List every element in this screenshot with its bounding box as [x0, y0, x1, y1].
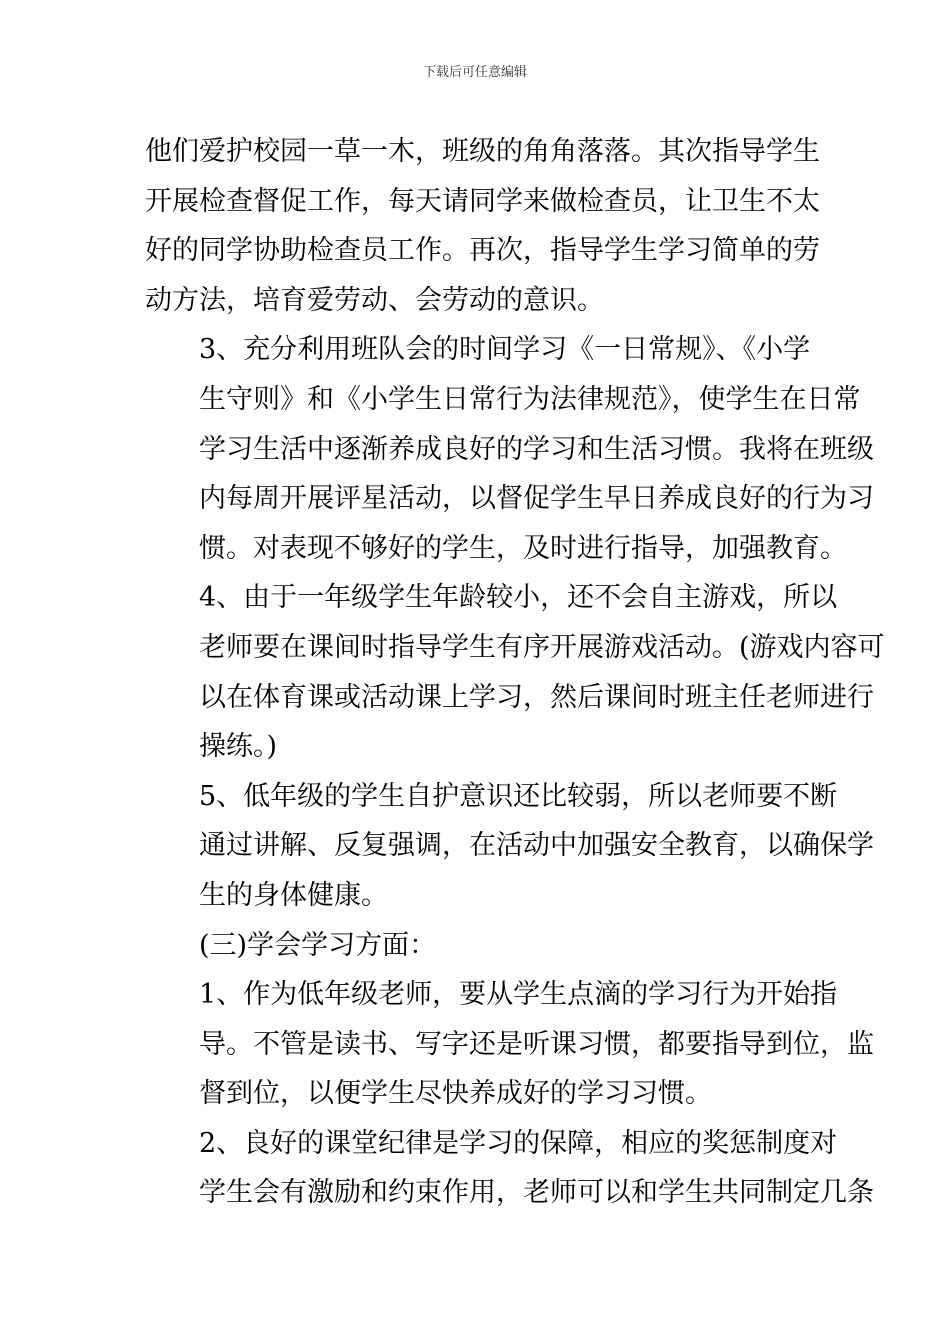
paragraph — [145, 921, 807, 971]
text-line: 他们爱护校园一草一木，班级的角角落落。其次指导学生 — [145, 136, 820, 167]
text-line: 操练。) — [199, 731, 278, 763]
text-line: 好的同学协助检查员工作。再次，指导学生学习简单的劳 — [145, 235, 820, 267]
paragraph — [145, 127, 820, 325]
text-line: 老师要在课间时指导学生有序开展游戏活动。(游戏内容可 — [199, 631, 885, 663]
text-line: 3、充分利用班队会的时间学习《一日常规》、《小学 — [199, 334, 811, 366]
text-line: 2、良好的课堂纪律是学习的保障，相应的奖惩制度对 — [199, 1127, 838, 1159]
text-line: 督到位，以便学生尽快养成好的学习习惯。 — [199, 1078, 712, 1110]
text-line: 1、作为低年级老师，要从学生点滴的学习行为开始指 — [199, 979, 838, 1011]
paragraph — [145, 970, 874, 1119]
text-line: 生守则》和《小学生日常行为法律规范》，使学生在日常 — [199, 383, 861, 415]
text-line: 以在体育课或活动课上学习，然后课间时班主任老师进行 — [199, 681, 874, 713]
paragraph — [145, 1119, 874, 1218]
document-body — [145, 127, 885, 1218]
text-line: 内每周开展评星活动，以督促学生早日养成良好的行为习 — [199, 483, 874, 515]
text-line: 4、由于一年级学生年龄较小，还不会自主游戏，所以 — [199, 582, 838, 614]
text-line: 开展检查督促工作，每天请同学来做检查员，让卫生不太 — [145, 185, 820, 217]
paragraph — [145, 573, 885, 771]
text-line: 学生会有激励和约束作用，老师可以和学生共同制定几条 — [199, 1177, 874, 1209]
text-line: (三)学会学习方面： — [199, 929, 437, 961]
text-line: 生的身体健康。 — [199, 879, 388, 911]
text-line: 导。不管是读书、写字还是听课习惯，都要指导到位，监 — [199, 1028, 874, 1060]
paragraph — [145, 325, 874, 573]
paragraph — [145, 772, 874, 921]
text-line: 惯。对表现不够好的学生，及时进行指导，加强教育。 — [199, 532, 847, 564]
text-line: 学习生活中逐渐养成良好的学习和生活习惯。我将在班级 — [199, 433, 874, 465]
page-header: 下载后可任意编辑 — [422, 65, 527, 80]
text-line: 5、低年级的学生自护意识还比较弱，所以老师要不断 — [199, 780, 838, 812]
text-line: 动方法，培育爱劳动、会劳动的意识。 — [145, 284, 604, 316]
text-line: 通过讲解、反复强调，在活动中加强安全教育，以确保学 — [199, 830, 874, 862]
